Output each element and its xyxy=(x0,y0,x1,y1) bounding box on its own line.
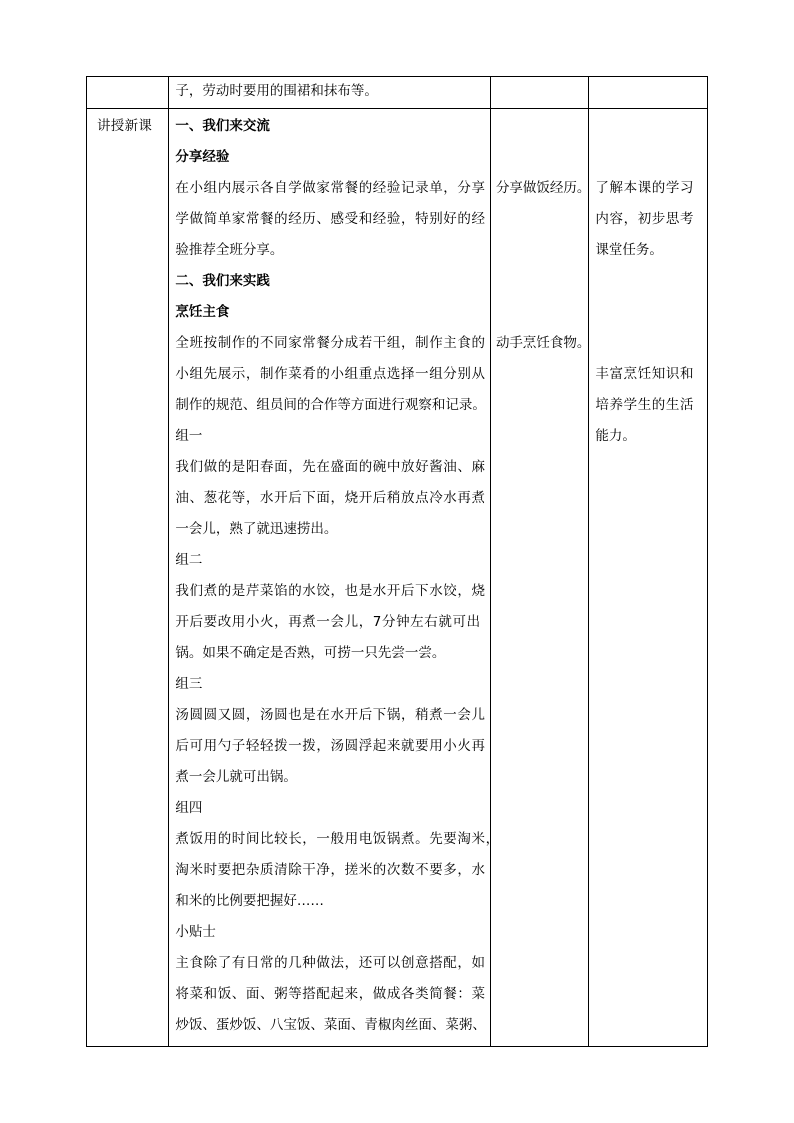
intent-line: 丰富烹饪知识和 xyxy=(595,366,695,382)
content-line: 子，劳动时要用的围裙和抹布等。 xyxy=(175,83,378,99)
content-line: 炒饭、蛋炒饭、八宝饭、菜面、青椒肉丝面、菜粥、 xyxy=(175,1017,486,1033)
content-line: 和米的比例要把握好…… xyxy=(175,893,324,909)
content-line: 全班按制作的不同家常餐分成若干组，制作主食的 xyxy=(175,335,486,351)
intent-line: 课堂任务。 xyxy=(595,242,663,258)
stage-cell xyxy=(87,109,169,1047)
content-line: 淘米时要把杂质清除干净，搓米的次数不要多，水 xyxy=(175,862,486,878)
section-heading: 二、我们来实践 xyxy=(175,273,270,289)
table-row xyxy=(87,77,708,109)
content-line: 后可用勺子轻轻拨一拨，汤圆浮起来就要用小火再 xyxy=(175,738,486,754)
intent-line: 内容，初步思考 xyxy=(595,211,695,227)
content-line: 小组先展示，制作菜肴的小组重点选择一组分别从 xyxy=(175,366,486,382)
group-label: 组四 xyxy=(175,800,203,816)
content-line: 锅。如果不确定是否熟，可捞一只先尝一尝。 xyxy=(175,645,446,661)
group-label: 组三 xyxy=(175,676,203,692)
intent-line: 培养学生的生活 xyxy=(595,397,695,413)
student-activity-cell xyxy=(490,77,588,109)
design-intent-cell xyxy=(589,77,708,109)
section-heading: 一、我们来交流 xyxy=(175,118,270,134)
stage-cell xyxy=(87,77,169,109)
table-row xyxy=(87,109,708,1047)
content-line: 我们煮的是芹菜馅的水饺，也是水开后下水饺，烧 xyxy=(175,583,486,599)
content-line: 一会儿，熟了就迅速捞出。 xyxy=(175,521,338,537)
intent-line: 能力。 xyxy=(595,428,636,444)
content-line: 在小组内展示各自学做家常餐的经验记录单，分享 xyxy=(175,180,486,196)
activity-item: 动手烹饪食物。 xyxy=(495,335,591,351)
content-line: 制作的规范、组员间的合作等方面进行观察和记录。 xyxy=(175,397,486,413)
tip-label: 小贴士 xyxy=(175,924,216,940)
content-line: 煮饭用的时间比较长，一般用电饭锅煮。先要淘米， xyxy=(175,831,500,847)
content-line: 煮一会儿就可出锅。 xyxy=(175,769,297,785)
student-activity-cell xyxy=(490,109,591,1047)
content-line: 学做简单家常餐的经历、感受和经验，特别好的经 xyxy=(175,211,486,227)
intent-line: 了解本课的学习 xyxy=(595,180,695,196)
content-line: 将菜和饭、面、粥等搭配起来，做成各类简餐：菜 xyxy=(175,986,486,1002)
lesson-plan-table xyxy=(86,76,708,1047)
content-line: 汤圆圆又圆，汤圆也是在水开后下锅，稍煮一会儿 xyxy=(175,707,486,723)
teaching-content-cell xyxy=(169,109,500,1047)
group-label: 组二 xyxy=(175,552,203,568)
content-line: 油、葱花等，水开后下面，烧开后稍放点冷水再煮 xyxy=(175,490,486,506)
content-line: 验推荐全班分享。 xyxy=(175,242,284,258)
teaching-content-cell xyxy=(169,77,491,109)
content-line: 主食除了有日常的几种做法，还可以创意搭配，如 xyxy=(175,955,486,971)
content-line: 开后要改用小火，再煮一会儿，7分钟左右就可出 xyxy=(175,614,481,630)
content-line: 我们做的是阳春面，先在盛面的碗中放好酱油、麻 xyxy=(175,459,486,475)
design-intent-cell xyxy=(589,109,708,1047)
activity-item: 分享做饭经历。 xyxy=(495,180,591,196)
group-label: 组一 xyxy=(175,428,203,444)
subsection-heading: 分享经验 xyxy=(175,149,230,165)
subsection-heading: 烹饪主食 xyxy=(175,304,230,320)
stage-label: 讲授新课 xyxy=(97,118,153,134)
